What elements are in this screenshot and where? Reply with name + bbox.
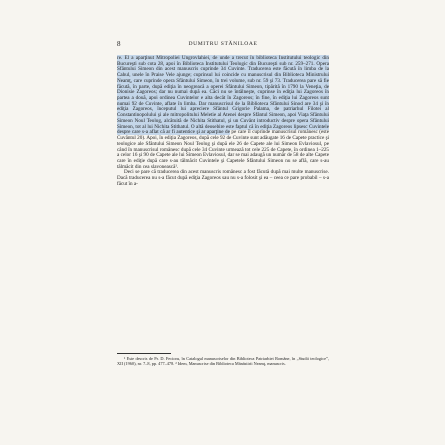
highlighted-passage[interactable]: re. El a aparţinut Mitropoliei Ungrovlahiei, de unde a trecut în biblioteca Institutului teologic din Bucureşti sub cota 28, apoi în Biblioteca Institutului Teologic din Bucureşti sub nr. 259–271. Opera Sfântului Simeon din acest manuscris cuprinde 34 Cuvinte. Traducerea este făcută în limba de la Cahul, unele în Praise Vele ajunge; cuprinsul lui coincide cu manuscrisul din Biblioteca Ministrului Neamţ, care cuprinde opera Sfântului Simeon, în trei volume, sub nr. 59 şi 73. Traducerea pare să fie făcută, în parte, după ediţia în neogreacă a operei Sfântului Simeon, tipărită în 1790 la Veneţia, de Dionisie Zagoreos; dar nu numai după ea. Căci nu se întâlneşte, cuprinse în ediţia lui Zagoreos în partea a două, apoi ordinea Cuvintelor e alta decât în Zagoreos; în fine, în ediţia lui Zagoreos sunt numai 92 de Cuvinte, aflate în limba. Dar manuscrisul de la Biblioteca Sfântului Sinod are 34 şi în ediţia Zagoreos, începutul lui apreciere Sfântul Grigorie Palama, de patriarhul Filotei al Constantinopolului şi ale mitropolitului Meletie al Atenei despre Sfântul Simeon, apoi Viaţa Sfântului Simeon Noul Teolog, alcătuită de Nichita Stithatul, şi un Cuvânt introductiv despre opera Sfântului Simeon, tot al lui Nichita Stithatul. O altă deosebire este faptul că în ediţia Zagoreos lipsesc Cuvintele despre care s-a aflat că ar fi autentice şi ar aparţine de bbox=[117, 55, 329, 136]
paragraph-2: Deci se pare că traducerea din acest manuscris românesc a fost făcută după mai multe manuscrise. Dacă traducerea nu s-a făcut după ediţia Zagoreos sau nu s-a folosit şi ea – ceea ce pare probabil – s-a făcut în a- bbox=[117, 169, 329, 187]
footnote-rule bbox=[117, 353, 171, 354]
paragraph-1 bbox=[117, 56, 329, 170]
paragraph-1-continuation: pe care îl cuprinde manuscrisul românesc (este Cuvântul 20). Apoi, în ediţia Zagoreos, după cele 92 de Cuvinte sunt adăugate 16 de Capete practice şi teologice ale Sfântului Simeon Noul Teolog şi după ele 26 de Capete ale lui Simeon Evlaviosul, pe când în manuscrisul românesc după cele 34 Cuvinte urmează tot cele 225 de Capete, în ordinea 1–225 a celor 16 şi 90 de Capete ale lui Simeon Evlaviosul, dar se mai adaugă un număr de 58 de alte Capete care în ediţie după care s-au tălmăcit Cuvintele şi Capetele Sfântului Simeon nu se află, care s-au tălmăcit din cea slavonească¹. bbox=[117, 129, 329, 170]
page-number: 8 bbox=[117, 40, 121, 48]
page-header bbox=[117, 40, 329, 50]
footnote: ¹ Este descris de Pr. D. Fecioru, în Catalogul manuscriselor din Biblioteca Patriarhiei Române, în „Studii teologice”, XII (1960), nr. 7–8, pp. 477–478. ² Idem, Manuscrise din Biblioteca Mănăstirii Neamţ, manuscris. bbox=[117, 356, 329, 366]
body-text bbox=[117, 56, 329, 188]
running-head: DUMITRU STĂNILOAE bbox=[188, 41, 258, 47]
